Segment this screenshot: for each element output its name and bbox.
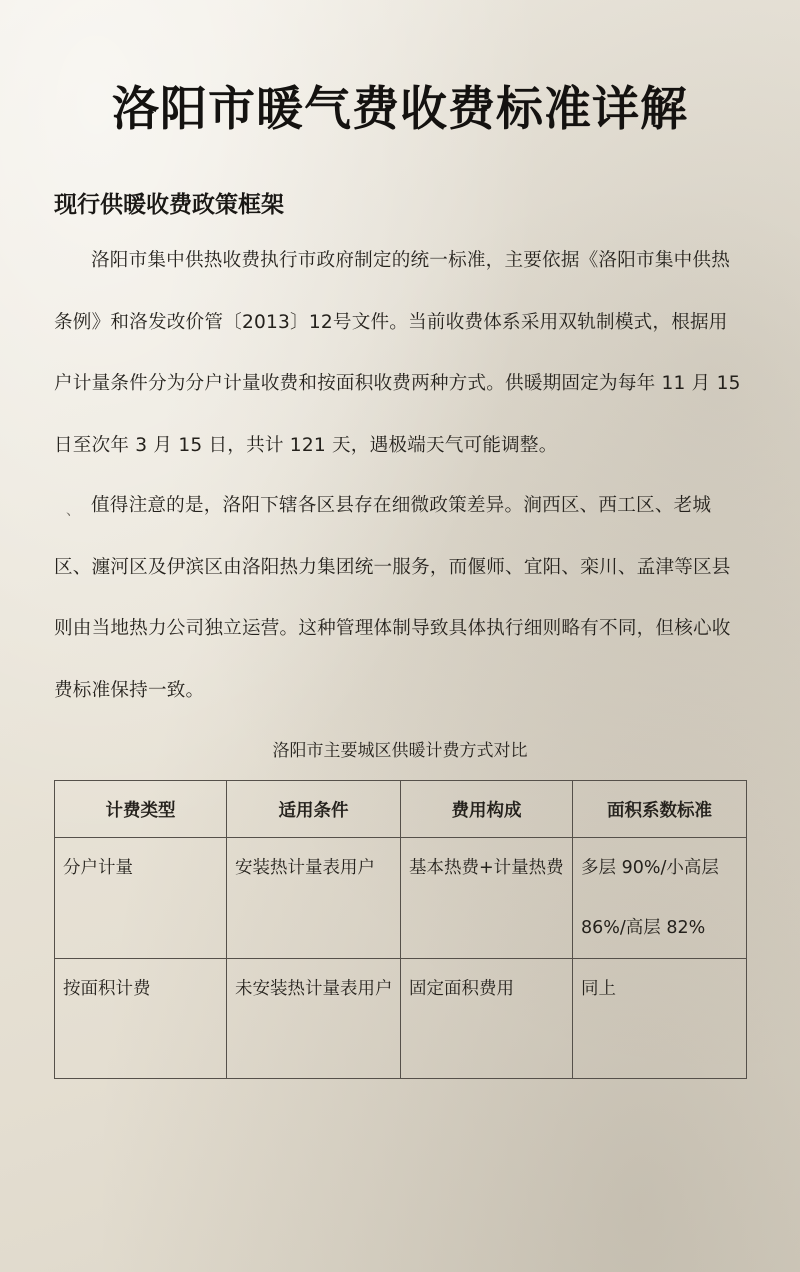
paragraph-district-differences: 值得注意的是，洛阳下辖各区县存在细微政策差异。涧西区、西工区、老城区、瀍河区及伊滨区由洛阳热力集团统一服务，而偃师、宜阳、栾川、孟津等区县则由当地热力公司独立运营。这种管理体制导致具体执行细则略有不同，但核心收费标准保持一致。: [54, 495, 731, 701]
table-caption: 洛阳市主要城区供暖计费方式对比: [272, 741, 528, 761]
table-row: [55, 959, 747, 1079]
table-cell: 固定面积费用: [401, 959, 573, 1079]
page-title: 洛阳市暖气费收费标准详解: [112, 82, 688, 137]
table-cell: 未安装热计量表用户: [227, 959, 401, 1079]
stray-punctuation-mark: 、: [66, 503, 80, 519]
table-header-row: [55, 781, 747, 838]
table-cell: 按面积计费: [55, 959, 227, 1079]
table-cell: 分户计量: [55, 838, 227, 959]
table-cell: 同上: [573, 959, 747, 1079]
paragraph-policy-framework: 洛阳市集中供热收费执行市政府制定的统一标准，主要依据《洛阳市集中供热条例》和洛发改价管〔2013〕12号文件。当前收费体系采用双轨制模式，根据用户计量条件分为分户计量收费和按面积收费两种方式。供暖期固定为每年 11 月 15 日至次年 3 月 15 日，共计 121 天，遇极端天气可能调整。: [54, 250, 741, 456]
header-area-coefficient: 面积系数标准: [573, 781, 747, 838]
billing-comparison-table: [54, 780, 747, 1079]
header-applicable-condition: 适用条件: [227, 781, 401, 838]
section-heading: 现行供暖收费政策框架: [54, 192, 284, 218]
header-fee-composition: 费用构成: [401, 781, 573, 838]
table-row: [55, 838, 747, 959]
header-billing-type: 计费类型: [55, 781, 227, 838]
table-cell: 安装热计量表用户: [227, 838, 401, 959]
table-cell: 基本热费+计量热费: [401, 838, 573, 959]
table-cell: 多层 90%/小高层 86%/高层 82%: [573, 838, 747, 959]
